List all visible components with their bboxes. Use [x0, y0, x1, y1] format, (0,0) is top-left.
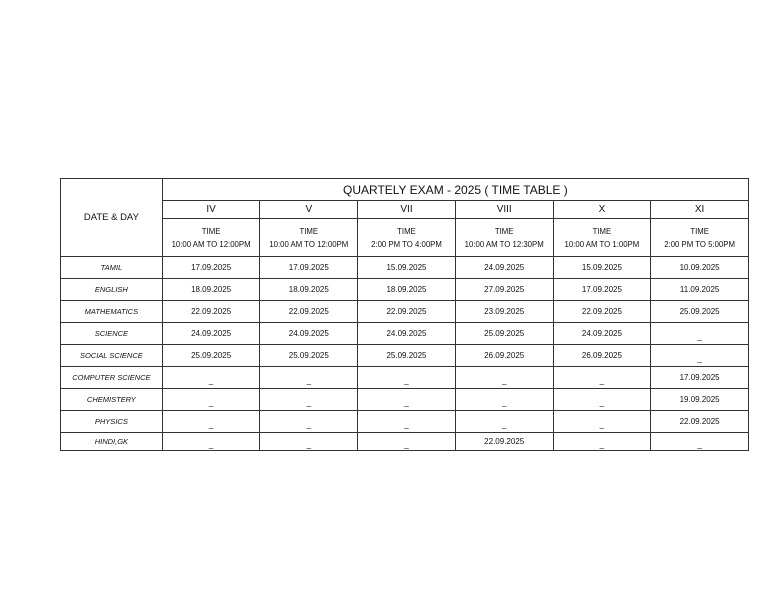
date-cell: 17.09.2025 [553, 279, 651, 301]
empty-dash: _ [599, 398, 605, 407]
table-row [61, 257, 749, 279]
date-cell: 19.09.2025 [651, 389, 749, 411]
subject-cell: SCIENCE [61, 323, 163, 345]
class-header: V [260, 201, 358, 219]
date-cell [358, 433, 456, 451]
time-cell [651, 219, 749, 257]
subject-cell: MATHEMATICS [61, 301, 163, 323]
date-cell [553, 389, 651, 411]
time-label: TIME [299, 226, 319, 236]
table-row [61, 279, 749, 301]
date-cell [455, 389, 553, 411]
date-cell [358, 367, 456, 389]
date-cell [651, 345, 749, 367]
date-cell [553, 367, 651, 389]
date-cell: 17.09.2025 [260, 257, 358, 279]
date-cell: 24.09.2025 [162, 323, 260, 345]
class-header: IV [162, 201, 260, 219]
empty-dash: _ [599, 376, 605, 385]
date-cell: 22.09.2025 [455, 433, 553, 451]
table-row [61, 367, 749, 389]
empty-dash: _ [501, 398, 507, 407]
date-cell: 26.09.2025 [455, 345, 553, 367]
date-cell [260, 411, 358, 433]
date-cell: 24.09.2025 [553, 323, 651, 345]
date-cell: 26.09.2025 [553, 345, 651, 367]
date-cell: 15.09.2025 [358, 257, 456, 279]
date-cell [553, 433, 651, 451]
subject-cell: PHYSICS [61, 411, 163, 433]
empty-dash: _ [501, 376, 507, 385]
subject-cell: TAMIL [61, 257, 163, 279]
date-cell: 25.09.2025 [455, 323, 553, 345]
class-header: VIII [455, 201, 553, 219]
date-cell [358, 411, 456, 433]
date-cell: 18.09.2025 [358, 279, 456, 301]
time-cell [260, 219, 358, 257]
subject-cell: CHEMISTERY [61, 389, 163, 411]
date-cell: 24.09.2025 [260, 323, 358, 345]
empty-dash: _ [404, 420, 409, 429]
empty-dash: _ [306, 398, 312, 407]
subject-cell: HINDI,GK [61, 433, 163, 451]
date-cell: 11.09.2025 [651, 279, 749, 301]
subject-cell: SOCIAL SCIENCE [61, 345, 163, 367]
empty-dash: _ [599, 420, 605, 429]
time-cell [162, 219, 260, 257]
date-cell [162, 411, 260, 433]
empty-dash: _ [501, 420, 507, 429]
date-cell [358, 389, 456, 411]
date-cell: 23.09.2025 [455, 301, 553, 323]
time-header-row [61, 219, 749, 257]
class-header: X [553, 201, 651, 219]
date-cell [651, 433, 749, 451]
subject-cell: COMPUTER SCIENCE [61, 367, 163, 389]
date-cell: 22.09.2025 [260, 301, 358, 323]
time-label: TIME [201, 226, 221, 236]
time-label: TIME [690, 226, 709, 236]
timetable-body [61, 179, 749, 451]
table-row [61, 389, 749, 411]
date-cell [260, 367, 358, 389]
time-label: TIME [397, 226, 416, 236]
table-row [61, 411, 749, 433]
date-cell [162, 433, 260, 451]
empty-dash: _ [306, 440, 312, 449]
empty-dash: _ [697, 354, 702, 363]
date-cell: 25.09.2025 [651, 301, 749, 323]
date-cell: 27.09.2025 [455, 279, 553, 301]
class-header-row [61, 201, 749, 219]
date-cell: 25.09.2025 [358, 345, 456, 367]
table-row [61, 301, 749, 323]
date-cell: 10.09.2025 [651, 257, 749, 279]
timetable-title: QUARTELY EXAM - 2025 ( TIME TABLE ) [162, 179, 748, 201]
date-cell [162, 367, 260, 389]
time-range: 10:00 AM TO 12:30PM [464, 239, 544, 249]
empty-dash: _ [697, 440, 702, 449]
date-cell: 22.09.2025 [553, 301, 651, 323]
date-cell: 24.09.2025 [455, 257, 553, 279]
date-cell [455, 411, 553, 433]
date-cell: 24.09.2025 [358, 323, 456, 345]
empty-dash: _ [404, 398, 409, 407]
empty-dash: _ [306, 376, 312, 385]
date-cell: 15.09.2025 [553, 257, 651, 279]
time-range: 10:00 AM TO 12:00PM [269, 239, 349, 249]
date-cell [162, 389, 260, 411]
date-day-header: DATE & DAY [61, 179, 163, 257]
empty-dash: _ [208, 376, 214, 385]
time-range: 10:00 AM TO 12:00PM [171, 239, 251, 249]
date-cell: 22.09.2025 [651, 411, 749, 433]
date-cell [651, 323, 749, 345]
empty-dash: _ [404, 376, 409, 385]
time-cell [553, 219, 651, 257]
date-cell: 25.09.2025 [260, 345, 358, 367]
table-row [61, 323, 749, 345]
empty-dash: _ [208, 398, 214, 407]
date-cell: 25.09.2025 [162, 345, 260, 367]
empty-dash: _ [208, 440, 214, 449]
date-cell: 22.09.2025 [162, 301, 260, 323]
empty-dash: _ [599, 440, 605, 449]
date-cell: 17.09.2025 [162, 257, 260, 279]
time-range: 10:00 AM TO 1:00PM [564, 239, 640, 249]
subject-cell: ENGLISH [61, 279, 163, 301]
empty-dash: _ [208, 420, 214, 429]
date-cell: 22.09.2025 [358, 301, 456, 323]
table-row [61, 433, 749, 451]
empty-dash: _ [404, 440, 409, 449]
date-cell [553, 411, 651, 433]
date-cell [260, 389, 358, 411]
time-label: TIME [592, 226, 612, 236]
time-label: TIME [494, 226, 514, 236]
class-header: VII [358, 201, 456, 219]
date-cell [260, 433, 358, 451]
table-row [61, 345, 749, 367]
time-cell [455, 219, 553, 257]
empty-dash: _ [306, 420, 312, 429]
exam-timetable [60, 178, 749, 451]
empty-dash: _ [697, 332, 702, 341]
class-header: XI [651, 201, 749, 219]
time-range: 2:00 PM TO 4:00PM [371, 239, 442, 249]
date-cell: 18.09.2025 [260, 279, 358, 301]
date-cell: 18.09.2025 [162, 279, 260, 301]
time-range: 2:00 PM TO 5:00PM [664, 239, 736, 249]
time-cell [358, 219, 456, 257]
date-cell: 17.09.2025 [651, 367, 749, 389]
date-cell [455, 367, 553, 389]
